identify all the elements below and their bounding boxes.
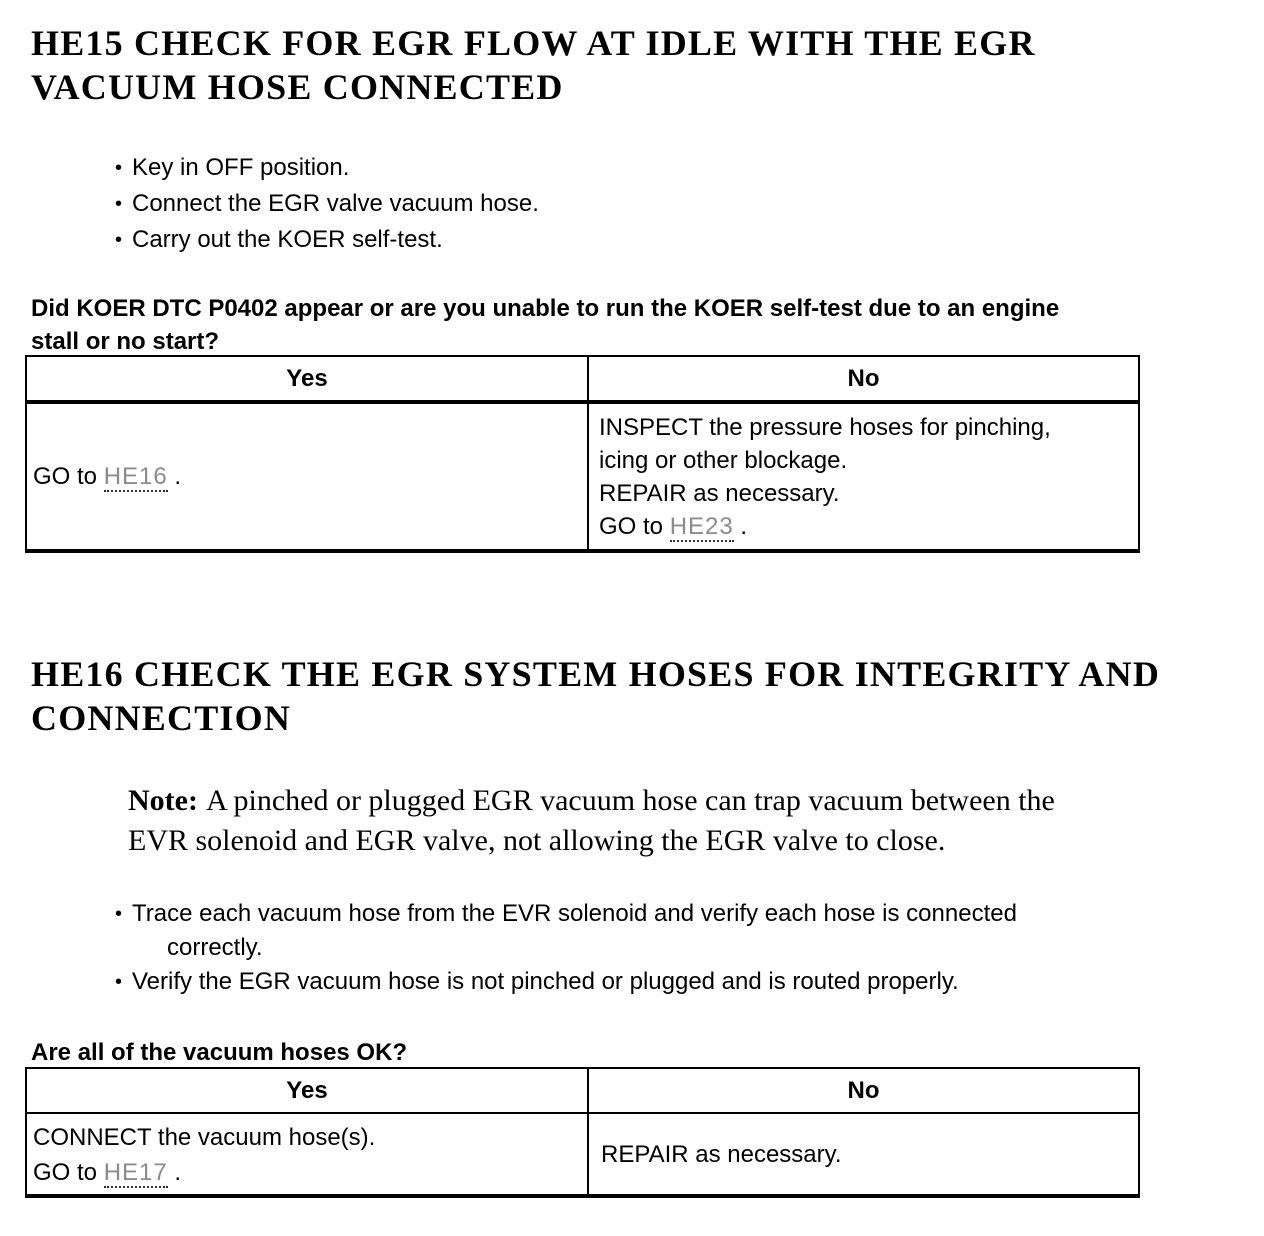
bullet-icon: •	[115, 229, 123, 251]
no-result-cell	[587, 1114, 1138, 1194]
heading-he16-line-1: HE16 CHECK THE EGR SYSTEM HOSES FOR INTEGRITY AND	[31, 654, 1161, 694]
result-text-line: icing or other blockage.	[599, 447, 848, 474]
goto-text: GO to	[33, 1159, 98, 1186]
no-column-header: No	[587, 357, 1138, 400]
bullet-text: Carry out the KOER self-test.	[132, 226, 443, 253]
note-line	[128, 781, 1055, 821]
goto-suffix: .	[174, 1159, 182, 1186]
no-result-cell	[587, 404, 1138, 549]
question-he16	[31, 1036, 407, 1069]
bullet-icon: •	[115, 157, 123, 179]
heading-he16	[31, 652, 1160, 740]
bullet-icon: •	[115, 903, 123, 925]
question-he15	[31, 292, 1059, 358]
result-text-line: REPAIR as necessary.	[601, 1140, 842, 1168]
he17-link[interactable]: HE17	[103, 1159, 168, 1186]
bullet-icon: •	[115, 193, 123, 215]
bullet-text: Key in OFF position.	[132, 154, 350, 181]
table-body-row	[27, 404, 1138, 549]
decision-table-he15	[25, 355, 1140, 553]
heading-he16-line-2: CONNECTION	[31, 698, 292, 738]
he23-link[interactable]: HE23	[669, 513, 734, 540]
table-body-row	[27, 1114, 1138, 1194]
bullet-list-he15	[115, 150, 539, 258]
result-text-line: REPAIR as necessary.	[599, 480, 840, 507]
bullet-item	[115, 186, 539, 222]
bullet-text-wrapped: correctly.	[167, 934, 263, 961]
note-block	[128, 781, 1055, 861]
heading-he15-line-2: VACUUM HOSE CONNECTED	[31, 67, 564, 107]
goto-line	[599, 510, 1130, 543]
note-line: EVR solenoid and EGR valve, not allowing the EGR valve to close.	[128, 824, 946, 857]
bullet-text: Verify the EGR vacuum hose is not pinched or plugged and is routed properly.	[132, 968, 959, 995]
heading-he15-line-1: HE15 CHECK FOR EGR FLOW AT IDLE WITH THE EGR	[31, 23, 1036, 63]
bullet-item	[115, 897, 1017, 931]
bullet-item	[115, 150, 539, 186]
goto-line	[33, 1155, 579, 1190]
he16-link[interactable]: HE16	[103, 463, 168, 490]
goto-text: GO to	[599, 513, 664, 540]
goto-suffix: .	[174, 463, 182, 490]
question-line: stall or no start?	[31, 328, 220, 355]
bullet-list-he16	[115, 897, 1017, 999]
table-header-row	[27, 1069, 1138, 1114]
bullet-text: Connect the EGR valve vacuum hose.	[132, 190, 539, 217]
bullet-item	[115, 965, 1017, 999]
goto-suffix: .	[740, 513, 748, 540]
question-line: Did KOER DTC P0402 appear or are you unable to run the KOER self-test due to an engine	[31, 295, 1060, 322]
result-text-line: INSPECT the pressure hoses for pinching,	[599, 414, 1051, 441]
bullet-item	[115, 222, 539, 258]
yes-result-cell	[27, 1114, 587, 1194]
heading-he15	[31, 21, 1036, 109]
note-text: A pinched or plugged EGR vacuum hose can trap vacuum between the	[205, 784, 1055, 817]
decision-table-he16	[25, 1067, 1140, 1198]
yes-column-header: Yes	[286, 365, 328, 392]
bullet-icon: •	[115, 971, 123, 993]
yes-result-cell	[27, 404, 587, 549]
no-column-header: No	[587, 1069, 1138, 1112]
goto-text: GO to	[33, 463, 98, 490]
bullet-text: Trace each vacuum hose from the EVR solenoid and verify each hose is connected	[132, 900, 1017, 927]
goto-line	[33, 460, 181, 493]
question-line: Are all of the vacuum hoses OK?	[31, 1039, 408, 1066]
result-text-line: CONNECT the vacuum hose(s).	[33, 1124, 376, 1151]
yes-column-header: Yes	[286, 1077, 328, 1104]
note-label: Note:	[128, 784, 198, 817]
table-header-row	[27, 357, 1138, 404]
